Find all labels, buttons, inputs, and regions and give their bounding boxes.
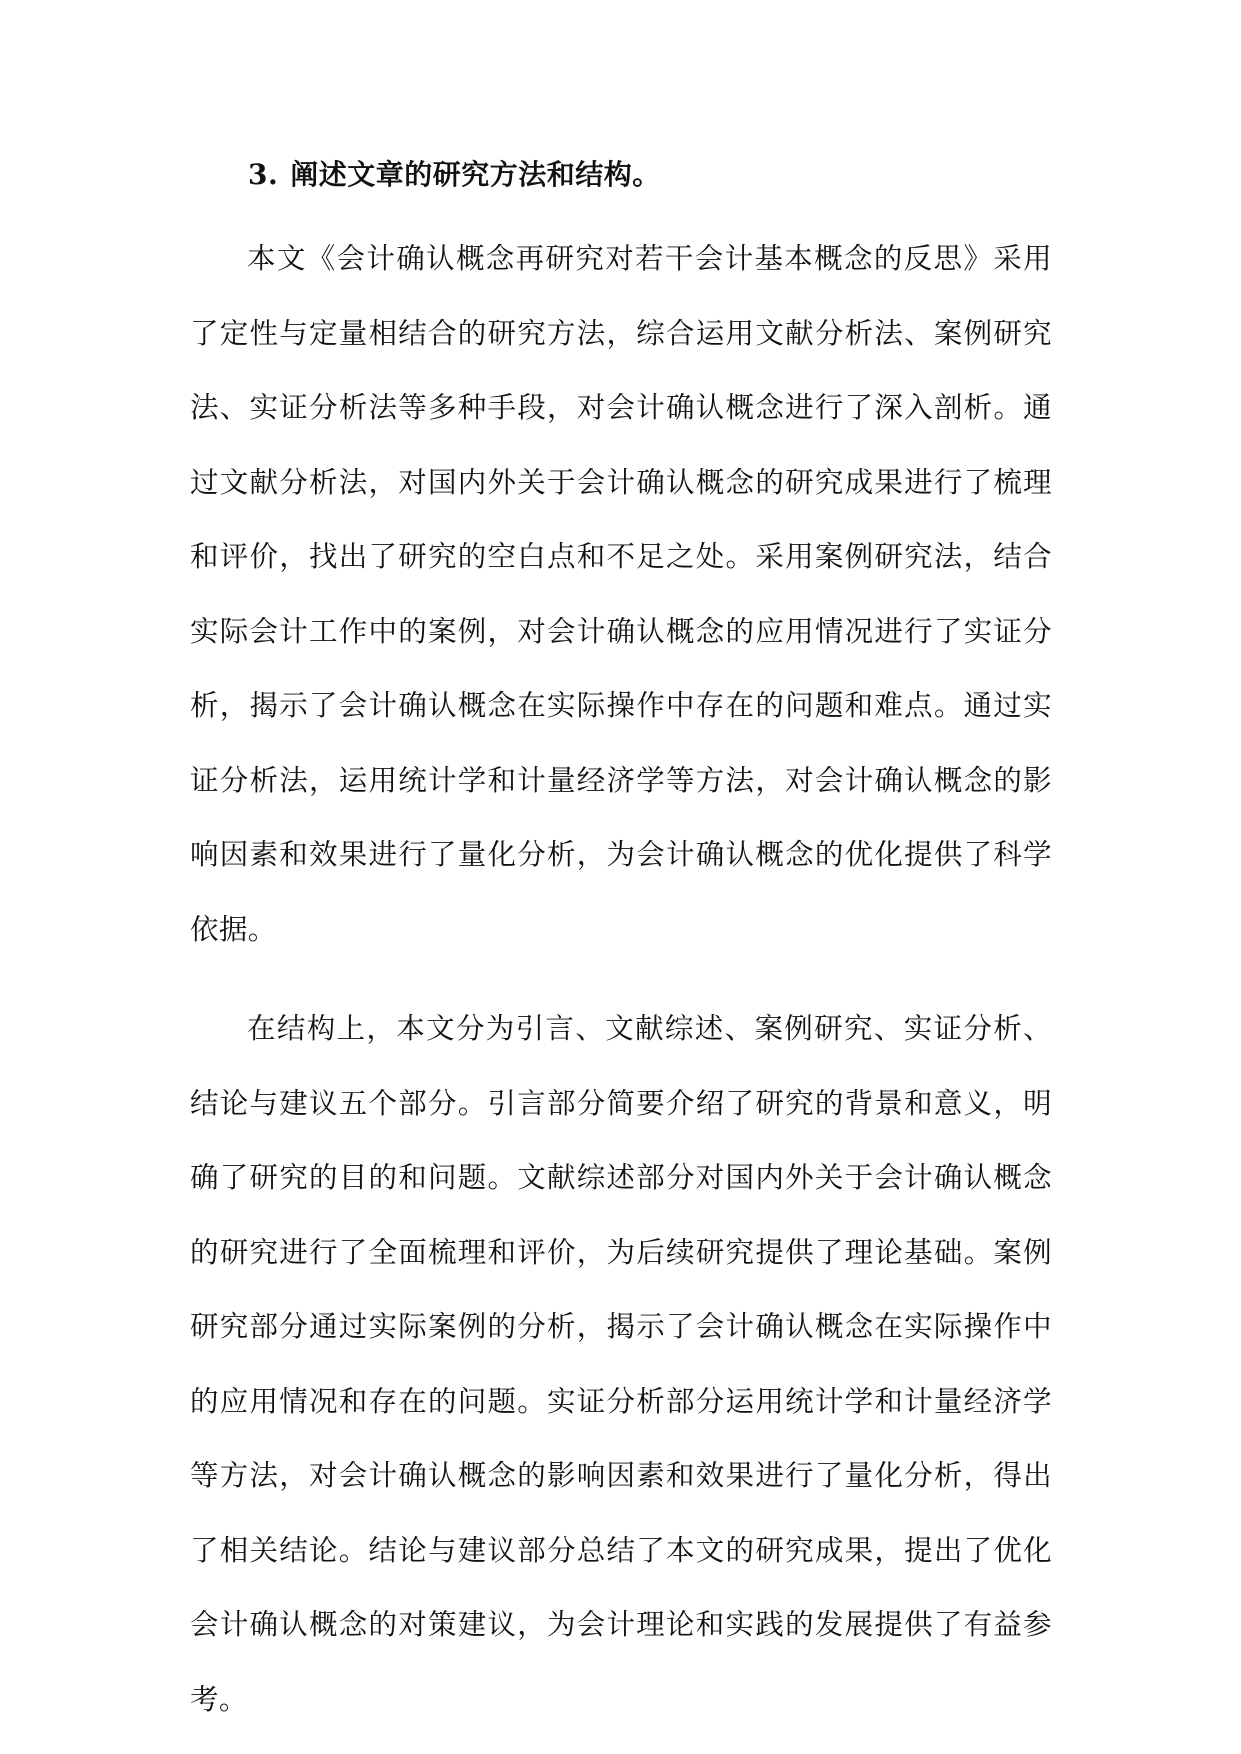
document-body: [190, 150, 1052, 1737]
paragraph-structure: 在结构上，本文分为引言、文献综述、案例研究、实证分析、结论与建议五个部分。引言部分简要介绍了研究的背景和意义，明确了研究的目的和问题。文献综述部分对国内外关于会计确认概念的研究进行了全面梳理和评价，为后续研究提供了理论基础。案例研究部分通过实际案例的分析，揭示了会计确认概念在实际操作中的应用情况和存在的问题。实证分析部分运用统计学和计量经济学等方法，对会计确认概念的影响因素和效果进行了量化分析，得出了相关结论。结论与建议部分总结了本文的研究成果，提出了优化会计确认概念的对策建议，为会计理论和实践的发展提供了有益参考。: [190, 1012, 1052, 1716]
section-number: 3.: [248, 158, 279, 191]
paragraph-methods: 本文《会计确认概念再研究对若干会计基本概念的反思》采用了定性与定量相结合的研究方法，综合运用文献分析法、案例研究法、实证分析法等多种手段，对会计确认概念进行了深入剖析。通过文献分析法，对国内外关于会计确认概念的研究成果进行了梳理和评价，找出了研究的空白点和不足之处。采用案例研究法，结合实际会计工作中的案例，对会计确认概念的应用情况进行了实证分析，揭示了会计确认概念在实际操作中存在的问题和难点。通过实证分析法，运用统计学和计量经济学等方法，对会计确认概念的影响因素和效果进行了量化分析，为会计确认概念的优化提供了科学依据。: [190, 242, 1052, 946]
section-title: 阐述文章的研究方法和结构。: [290, 158, 661, 191]
section-heading: [248, 150, 1052, 200]
